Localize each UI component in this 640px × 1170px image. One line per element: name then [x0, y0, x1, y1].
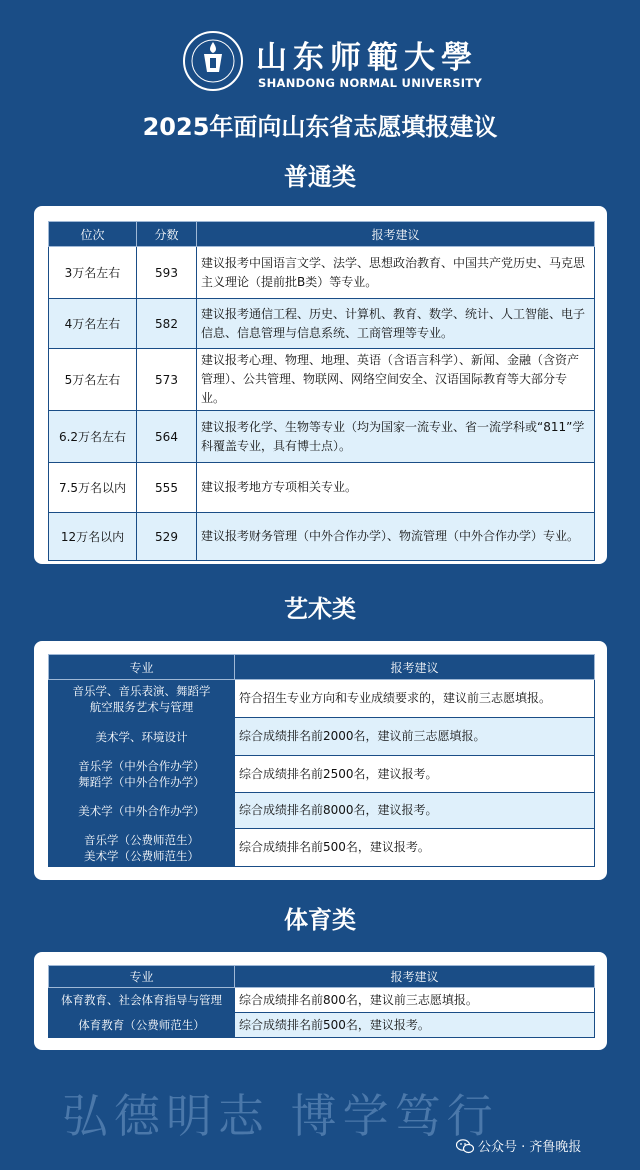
advice-cell: 综合成绩排名前2000名，建议前三志愿填报。	[235, 718, 595, 756]
score-cell: 529	[137, 513, 197, 561]
wechat-account-text: 公众号 · 齐鲁晚报	[478, 1140, 582, 1155]
advice-cell: 综合成绩排名前500名，建议报考。	[235, 829, 595, 867]
score-cell: 593	[137, 247, 197, 299]
table-row	[49, 299, 595, 349]
major-cell: 音乐学（中外合作办学） 舞蹈学（中外合作办学）	[49, 756, 235, 793]
advice-cell: 建议报考心理、物理、地理、英语（含语言科学）、新闻、金融（含资产管理）、公共管理、物联网、网络空间安全、汉语国际教育等大部分专业。	[197, 349, 595, 411]
advice-cell: 建议报考财务管理（中外合作办学）、物流管理（中外合作办学）专业。	[197, 513, 595, 561]
advice-cell: 建议报考中国语言文学、法学、思想政治教育、中国共产党历史、马克思主义理论（提前批B类）等专业。	[197, 247, 595, 299]
score-cell: 573	[137, 349, 197, 411]
column-header: 报考建议	[235, 655, 595, 680]
advice-cell: 建议报考化学、生物等专业（均为国家一流专业、省一流学科或“811”学科覆盖专业，具有博士点）。	[197, 411, 595, 463]
advice-cell: 综合成绩排名前500名，建议报考。	[235, 1013, 595, 1038]
table-row	[49, 718, 595, 756]
table-row	[49, 411, 595, 463]
university-name-cn: 山东师範大學	[256, 40, 478, 76]
major-cell: 体育教育（公费师范生）	[49, 1013, 235, 1038]
sports-table	[48, 965, 595, 1038]
advice-cell: 符合招生专业方向和专业成绩要求的，建议前三志愿填报。	[235, 680, 595, 718]
university-logo	[182, 30, 483, 92]
column-header: 分数	[137, 222, 197, 247]
table-row	[49, 247, 595, 299]
section-title-sports: 体育类	[284, 906, 356, 934]
rank-cell: 3万名左右	[49, 247, 137, 299]
wechat-icon	[456, 1139, 474, 1154]
column-header: 报考建议	[197, 222, 595, 247]
rank-cell: 6.2万名左右	[49, 411, 137, 463]
table-row	[49, 349, 595, 411]
column-header: 位次	[49, 222, 137, 247]
column-header: 专业	[49, 655, 235, 680]
table-row	[49, 513, 595, 561]
column-header: 专业	[49, 966, 235, 988]
page-title: 2025年面向山东省志愿填报建议	[142, 113, 498, 141]
table-row	[49, 1013, 595, 1038]
major-cell: 美术学（中外合作办学）	[49, 793, 235, 829]
table-row	[49, 756, 595, 793]
rank-cell: 5万名左右	[49, 349, 137, 411]
table-row	[49, 988, 595, 1013]
advice-cell: 综合成绩排名前800名，建议前三志愿填报。	[235, 988, 595, 1013]
major-cell: 美术学、环境设计	[49, 718, 235, 756]
rank-cell: 4万名左右	[49, 299, 137, 349]
general-table	[48, 221, 595, 561]
rank-cell: 12万名以内	[49, 513, 137, 561]
art-table	[48, 654, 595, 867]
university-motto: 弘德明志 博学笃行	[62, 1089, 499, 1143]
wechat-source	[456, 1136, 581, 1155]
advice-cell: 建议报考地方专项相关专业。	[197, 463, 595, 513]
score-cell: 564	[137, 411, 197, 463]
table-row	[49, 793, 595, 829]
university-emblem-icon	[182, 30, 244, 92]
table-row	[49, 829, 595, 867]
major-cell: 音乐学、音乐表演、舞蹈学 航空服务艺术与管理	[49, 680, 235, 718]
score-cell: 582	[137, 299, 197, 349]
column-header: 报考建议	[235, 966, 595, 988]
rank-cell: 7.5万名以内	[49, 463, 137, 513]
advice-cell: 建议报考通信工程、历史、计算机、教育、数学、统计、人工智能、电子信息、信息管理与信息系统、工商管理等专业。	[197, 299, 595, 349]
major-cell: 音乐学（公费师范生） 美术学（公费师范生）	[49, 829, 235, 867]
advice-cell: 综合成绩排名前2500名，建议报考。	[235, 756, 595, 793]
table-row	[49, 463, 595, 513]
section-title-art: 艺术类	[284, 595, 356, 623]
major-cell: 体育教育、社会体育指导与管理	[49, 988, 235, 1013]
advice-cell: 综合成绩排名前8000名，建议报考。	[235, 793, 595, 829]
section-title-general: 普通类	[284, 163, 356, 191]
general-card	[34, 206, 607, 564]
art-card	[34, 641, 607, 880]
score-cell: 555	[137, 463, 197, 513]
sports-card	[34, 952, 607, 1050]
table-row	[49, 680, 595, 718]
university-name-en: SHANDONG NORMAL UNIVERSITY	[258, 76, 483, 90]
